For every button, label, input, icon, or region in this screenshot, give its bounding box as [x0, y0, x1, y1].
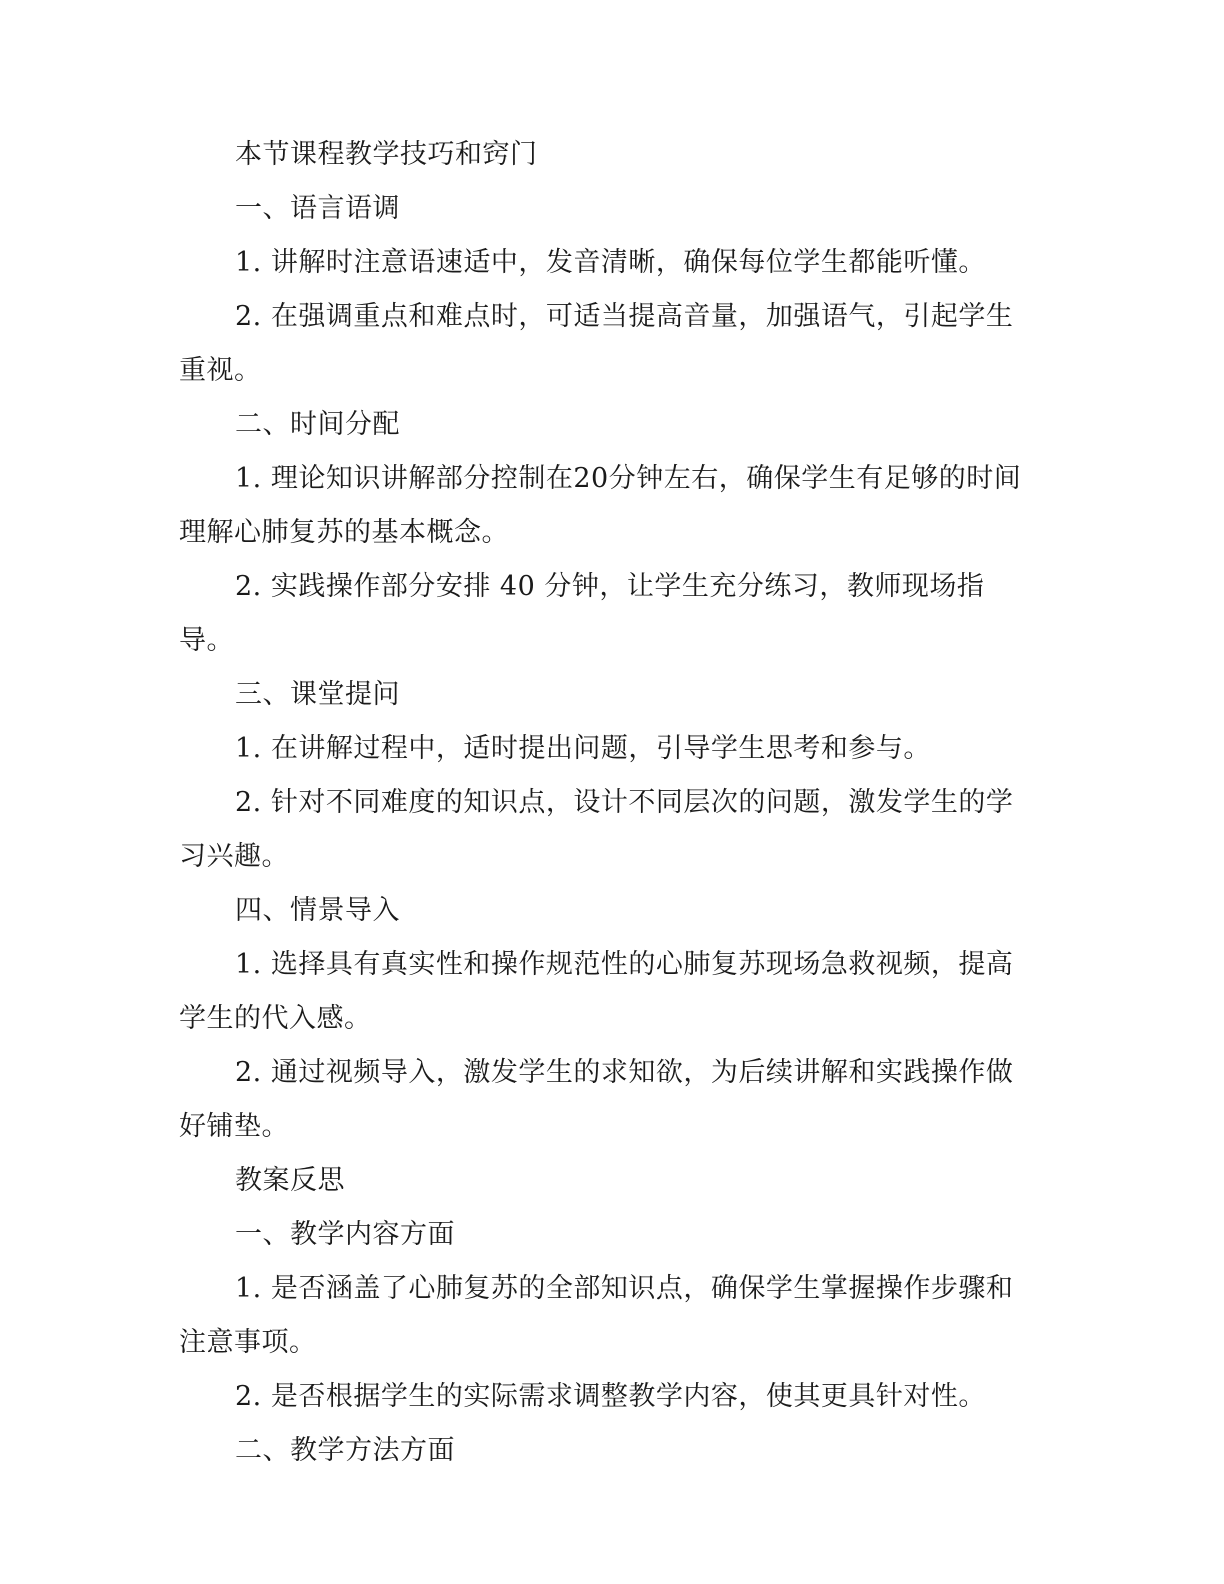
- list-item: 1. 在讲解过程中，适时提出问题，引导学生思考和参与。: [235, 733, 931, 764]
- subsection-heading: 一、语言语调: [235, 193, 400, 224]
- list-item: 2. 通过视频导入，激发学生的求知欲，为后续讲解和实践操作做好铺垫。: [179, 1057, 1014, 1142]
- list-item: 2. 是否根据学生的实际需求调整教学内容，使其更具针对性。: [235, 1381, 986, 1412]
- list-item: 2. 针对不同难度的知识点，设计不同层次的问题，激发学生的学习兴趣。: [179, 787, 1014, 872]
- list-item: 1. 选择具有真实性和操作规范性的心肺复苏现场急救视频，提高学生的代入感。: [179, 949, 1014, 1034]
- list-item: 1. 是否涵盖了心肺复苏的全部知识点，确保学生掌握操作步骤和注意事项。: [179, 1273, 1014, 1358]
- section-heading: 本节课程教学技巧和窍门: [235, 139, 538, 170]
- list-item: 2. 实践操作部分安排 40 分钟，让学生充分练习，教师现场指导。: [179, 571, 985, 656]
- subsection-heading: 二、教学方法方面: [235, 1435, 455, 1466]
- subsection-heading: 四、情景导入: [235, 895, 400, 926]
- list-item: 1. 讲解时注意语速适中，发音清晰，确保每位学生都能听懂。: [235, 247, 986, 278]
- list-item: 2. 在强调重点和难点时，可适当提高音量，加强语气，引起学生重视。: [179, 301, 1014, 386]
- subsection-heading: 一、教学内容方面: [235, 1219, 455, 1250]
- subsection-heading: 二、时间分配: [235, 409, 400, 440]
- subsection-heading: 三、课堂提问: [235, 679, 400, 710]
- list-item: 1. 理论知识讲解部分控制在20分钟左右，确保学生有足够的时间理解心肺复苏的基本概念。: [179, 463, 1022, 548]
- document-body: [179, 128, 1039, 1478]
- section-heading: 教案反思: [235, 1165, 345, 1196]
